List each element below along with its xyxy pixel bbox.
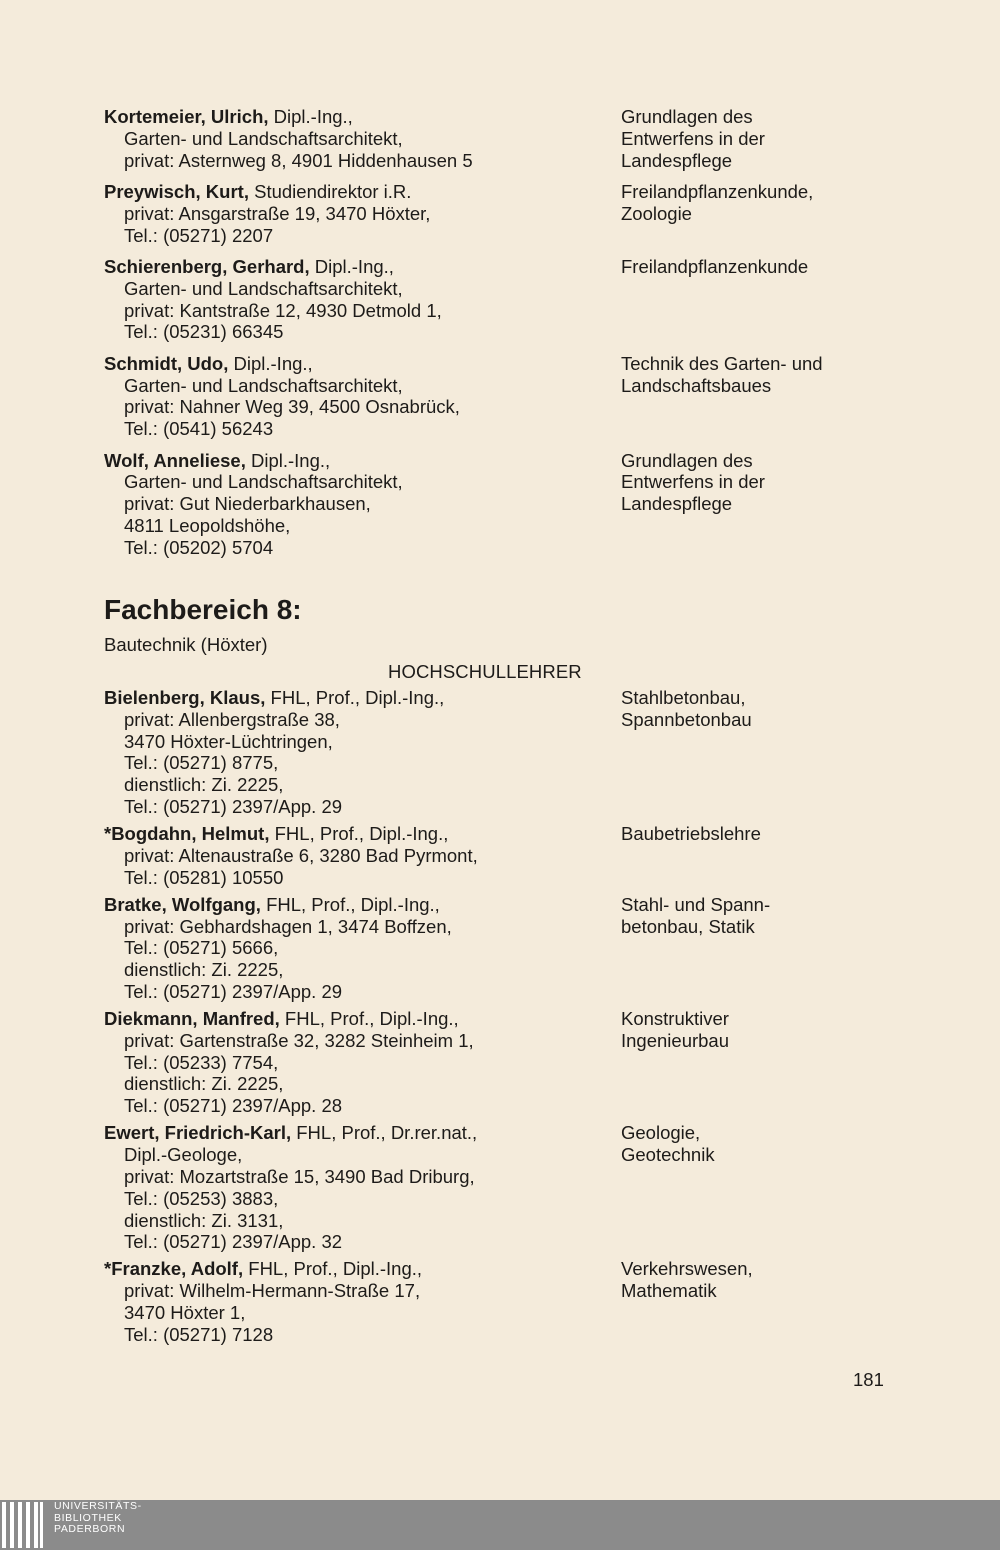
staff-name-line — [104, 181, 604, 203]
staff-subject-line: Freilandpflanzenkunde — [621, 255, 809, 277]
staff-detail-line: Tel.: (05271) 8775, — [124, 752, 279, 774]
staff-subject — [621, 106, 891, 171]
staff-title: Dipl.-Ing., — [268, 106, 353, 127]
staff-detail-line: Tel.: (05271) 7128 — [124, 1323, 274, 1345]
staff-detail-line: privat: Wilhelm-Hermann-Straße 17, — [124, 1280, 421, 1302]
staff-subject-line: Spannbetonbau — [621, 708, 752, 730]
staff-name: *Bogdahn, Helmut, — [104, 823, 270, 845]
section-heading: Fachbereich 8: — [104, 594, 302, 625]
staff-title: Dipl.-Ing., — [228, 352, 313, 374]
staff-detail-line: dienstlich: Zi. 2225, — [124, 1073, 284, 1095]
staff-subject-line: Stahlbetonbau, — [621, 687, 746, 708]
staff-subject — [621, 450, 891, 515]
staff-detail-line: Garten- und Landschaftsarchitekt, — [124, 471, 403, 493]
staff-name-line — [104, 1122, 604, 1144]
staff-detail-line: 3470 Höxter-Lüchtringen, — [124, 730, 333, 752]
staff-detail-line: dienstlich: Zi. 3131, — [124, 1209, 284, 1231]
staff-detail-line: privat: Mozartstraße 15, 3490 Bad Driburg, — [124, 1165, 475, 1187]
staff-detail-line: Tel.: (05281) 10550 — [124, 866, 284, 888]
staff-detail-line: dienstlich: Zi. 2225, — [124, 959, 284, 981]
staff-subject — [621, 894, 891, 938]
staff-title: FHL, Prof., Dipl.-Ing., — [279, 1008, 459, 1030]
staff-subject-line: Entwerfens in der — [621, 127, 765, 149]
staff-entry — [104, 1008, 884, 1117]
staff-entry — [104, 353, 884, 440]
library-name-line: PADERBORN — [54, 1523, 126, 1535]
staff-subject — [621, 1122, 891, 1166]
staff-name: Preywisch, Kurt, — [104, 180, 249, 202]
staff-detail-line: privat: Ansgarstraße 19, 3470 Höxter, — [124, 202, 431, 224]
staff-detail-line: privat: Gut Niederbarkhausen, — [124, 493, 371, 515]
staff-detail-line: Dipl.-Geologe, — [124, 1144, 243, 1166]
library-name-line: BIBLIOTHEK — [54, 1511, 122, 1524]
staff-detail-line: privat: Gartenstraße 32, 3282 Steinheim 1, — [124, 1029, 474, 1051]
staff-title: FHL, Prof., Dipl.-Ing., — [269, 823, 449, 845]
staff-subject — [621, 687, 891, 731]
staff-detail-line: dienstlich: Zi. 2225, — [124, 774, 284, 796]
staff-entry — [104, 823, 884, 888]
staff-detail-line: Garten- und Landschaftsarchitekt, — [124, 127, 403, 149]
staff-details — [104, 687, 604, 818]
staff-subject-line: Freilandpflanzenkunde, — [621, 180, 814, 202]
staff-detail-line: Tel.: (05271) 2397/App. 29 — [124, 980, 343, 1002]
staff-name: Wolf, Anneliese, — [104, 449, 246, 471]
staff-detail-line: privat: Asternweg 8, 4901 Hiddenhausen 5 — [124, 149, 473, 171]
staff-name: Bielenberg, Klaus, — [104, 687, 266, 708]
staff-subject-line: Geologie, — [621, 1122, 701, 1144]
staff-details — [104, 1258, 604, 1345]
staff-entry — [104, 450, 884, 559]
staff-detail-line: 3470 Höxter 1, — [124, 1302, 246, 1323]
staff-detail-line: 4811 Leopoldshöhe, — [124, 514, 291, 536]
staff-title: FHL, Prof., Dr.rer.nat., — [291, 1122, 478, 1144]
staff-subject-line: Verkehrswesen, — [621, 1258, 753, 1280]
staff-name: Diekmann, Manfred, — [104, 1008, 280, 1030]
staff-subject-line: Landespflege — [621, 493, 733, 515]
staff-subject — [621, 1008, 891, 1052]
staff-detail-line: privat: Kantstraße 12, 4930 Detmold 1, — [124, 299, 442, 321]
staff-name: Schierenberg, Gerhard, — [104, 255, 310, 277]
staff-detail-line: Tel.: (05271) 2397/App. 28 — [124, 1095, 343, 1117]
staff-subject-line: Mathematik — [621, 1280, 717, 1302]
staff-name: Kortemeier, Ulrich, — [104, 106, 269, 127]
staff-subject-line: Landespflege — [621, 149, 733, 171]
staff-subject — [621, 181, 891, 225]
library-name-line: UNIVERSITÄTS- — [54, 1500, 142, 1512]
staff-subject-line: Stahl- und Spann- — [621, 893, 771, 915]
section-subheading: Bautechnik (Höxter) — [104, 634, 268, 655]
staff-entry — [104, 256, 884, 343]
staff-list-landespflege — [104, 106, 884, 568]
staff-detail-line: Tel.: (0541) 56243 — [124, 418, 274, 440]
library-name — [54, 1501, 142, 1536]
staff-title: Dipl.-Ing., — [309, 255, 394, 277]
staff-subject-line: betonbau, Statik — [621, 915, 755, 937]
staff-detail-line: Tel.: (05253) 3883, — [124, 1187, 279, 1209]
staff-detail-line: privat: Nahner Weg 39, 4500 Osnabrück, — [124, 396, 460, 418]
staff-entry — [104, 1122, 884, 1253]
staff-details — [104, 823, 604, 888]
staff-subject — [621, 256, 891, 278]
staff-entry — [104, 894, 884, 1003]
staff-detail-line: privat: Allenbergstraße 38, — [124, 708, 340, 730]
staff-name-line — [104, 894, 604, 916]
staff-details — [104, 106, 604, 171]
staff-detail-line: Tel.: (05231) 66345 — [124, 321, 284, 343]
staff-subject-line: Baubetriebslehre — [621, 823, 761, 845]
staff-detail-line: Tel.: (05233) 7754, — [124, 1051, 279, 1073]
page-number: 181 — [853, 1369, 884, 1390]
library-logo-icon — [2, 1502, 46, 1548]
staff-detail-line: Tel.: (05271) 2397/App. 32 — [124, 1231, 343, 1253]
staff-name-line — [104, 687, 604, 709]
staff-subject — [621, 353, 891, 397]
staff-title: Dipl.-Ing., — [245, 449, 331, 471]
staff-entry — [104, 106, 884, 171]
staff-name: *Franzke, Adolf, — [104, 1258, 244, 1280]
staff-details — [104, 450, 604, 559]
staff-detail-line: privat: Altenaustraße 6, 3280 Bad Pyrmont, — [124, 844, 478, 866]
staff-subject-line: Konstruktiver — [621, 1008, 729, 1030]
staff-name-line — [104, 823, 604, 845]
staff-name-line — [104, 256, 604, 278]
staff-detail-line: privat: Gebhardshagen 1, 3474 Boffzen, — [124, 915, 452, 937]
staff-subject — [621, 1258, 891, 1302]
staff-title: FHL, Prof., Dipl.-Ing., — [260, 893, 440, 915]
staff-detail-line: Tel.: (05271) 2397/App. 29 — [124, 795, 343, 817]
staff-name: Schmidt, Udo, — [104, 352, 229, 374]
staff-subject-line: Landschaftsbaues — [621, 374, 772, 396]
section-label: HOCHSCHULLEHRER — [388, 661, 582, 682]
staff-entry — [104, 687, 884, 818]
staff-name-line — [104, 1008, 604, 1030]
staff-entry — [104, 181, 884, 246]
staff-details — [104, 894, 604, 1003]
staff-title: Studiendirektor i.R. — [248, 180, 412, 202]
staff-details — [104, 181, 604, 246]
staff-details — [104, 256, 604, 343]
staff-details — [104, 1008, 604, 1117]
staff-detail-line: Tel.: (05271) 2207 — [124, 224, 274, 246]
staff-subject-line: Zoologie — [621, 202, 692, 224]
staff-subject-line: Grundlagen des — [621, 449, 753, 471]
staff-subject-line: Ingenieurbau — [621, 1029, 730, 1051]
library-footer — [0, 1500, 1000, 1550]
staff-subject-line: Geotechnik — [621, 1144, 715, 1166]
staff-title: FHL, Prof., Dipl.-Ing., — [243, 1258, 423, 1280]
staff-entry — [104, 1258, 884, 1345]
staff-name-line — [104, 450, 604, 472]
staff-name-line — [104, 353, 604, 375]
staff-name-line — [104, 1258, 604, 1280]
staff-list-bautechnik — [104, 687, 884, 1351]
staff-name: Ewert, Friedrich-Karl, — [104, 1122, 292, 1144]
staff-subject-line: Technik des Garten- und — [621, 352, 823, 374]
staff-detail-line: Tel.: (05202) 5704 — [124, 536, 274, 558]
staff-subject-line: Grundlagen des — [621, 106, 753, 127]
staff-subject — [621, 823, 891, 845]
staff-detail-line: Garten- und Landschaftsarchitekt, — [124, 277, 403, 299]
staff-subject-line: Entwerfens in der — [621, 471, 765, 493]
staff-title: FHL, Prof., Dipl.-Ing., — [265, 687, 445, 708]
staff-detail-line: Garten- und Landschaftsarchitekt, — [124, 374, 403, 396]
staff-detail-line: Tel.: (05271) 5666, — [124, 937, 279, 959]
staff-name: Bratke, Wolfgang, — [104, 893, 261, 915]
staff-details — [104, 353, 604, 440]
staff-details — [104, 1122, 604, 1253]
staff-name-line — [104, 106, 604, 128]
